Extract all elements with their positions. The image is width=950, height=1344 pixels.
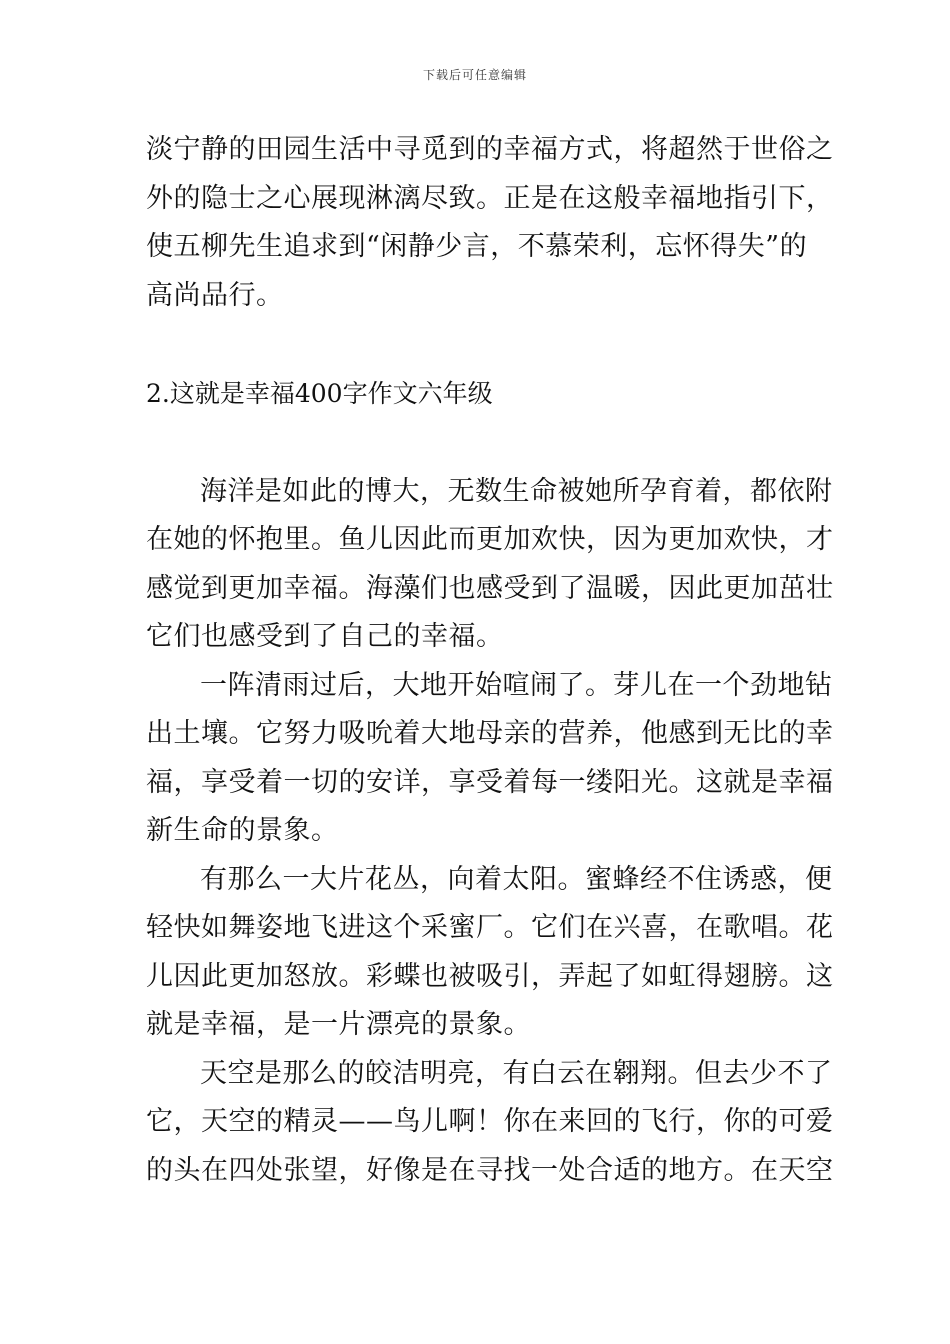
text-line: 它，天空的精灵——鸟儿啊！你在来回的飞行，你的可爱 [146, 1106, 834, 1137]
text-line: 高尚品行。 [146, 279, 284, 311]
text-line: 的头在四处张望，好像是在寻找一处合适的地方。在天空 [146, 1154, 834, 1186]
text-line: 就是幸福，是一片漂亮的景象。 [146, 1009, 531, 1040]
text-line: 在她的怀抱里。鱼儿因此而更加欢快，因为更加欢快，才 [146, 524, 834, 555]
text-line: 使五柳先生追求到“闲静少言，不慕荣利，忘怀得失”的 [146, 231, 808, 262]
text-line: 它们也感受到了自己的幸福。 [146, 621, 504, 652]
paragraph [146, 468, 834, 662]
text-line: 海洋是如此的博大，无数生命被她所孕育着，都依附 [200, 475, 833, 507]
text-line: 一阵清雨过后，大地开始喧闹了。芽儿在一个劲地钻 [200, 669, 833, 701]
text-line: 新生命的景象。 [146, 815, 339, 846]
text-line: 儿因此更加怒放。彩蝶也被吸引，弄起了如虹得翅膀。这 [146, 960, 834, 992]
paragraph [146, 856, 834, 1050]
paragraph [146, 662, 834, 856]
text-line: 轻快如舞姿地飞进这个采蜜厂。它们在兴喜，在歌唱。花 [146, 912, 834, 943]
text-line: 感觉到更加幸福。海藻们也感受到了温暖，因此更加茁壮 [146, 572, 834, 604]
intro-paragraph [146, 126, 834, 320]
section-heading: 2.这就是幸福400字作文六年级 [146, 379, 493, 408]
document-body [146, 126, 834, 1195]
paragraph [146, 1050, 834, 1196]
page-header: 下载后可任意编辑 [422, 68, 527, 82]
text-line: 有那么一大片花丛，向着太阳。蜜蜂经不住诱惑，便 [200, 863, 833, 895]
text-line: 外的隐士之心展现淋漓尽致。正是在这般幸福地指引下， [146, 182, 834, 214]
text-line: 天空是那么的皎洁明亮，有白云在翱翔。但去少不了 [200, 1057, 833, 1089]
text-line: 福，享受着一切的安详，享受着每一缕阳光。这就是幸福 [146, 766, 834, 798]
text-line: 出土壤。它努力吸吮着大地母亲的营养，他感到无比的幸 [146, 718, 834, 749]
text-line: 淡宁静的田园生活中寻觅到的幸福方式，将超然于世俗之 [146, 134, 834, 165]
